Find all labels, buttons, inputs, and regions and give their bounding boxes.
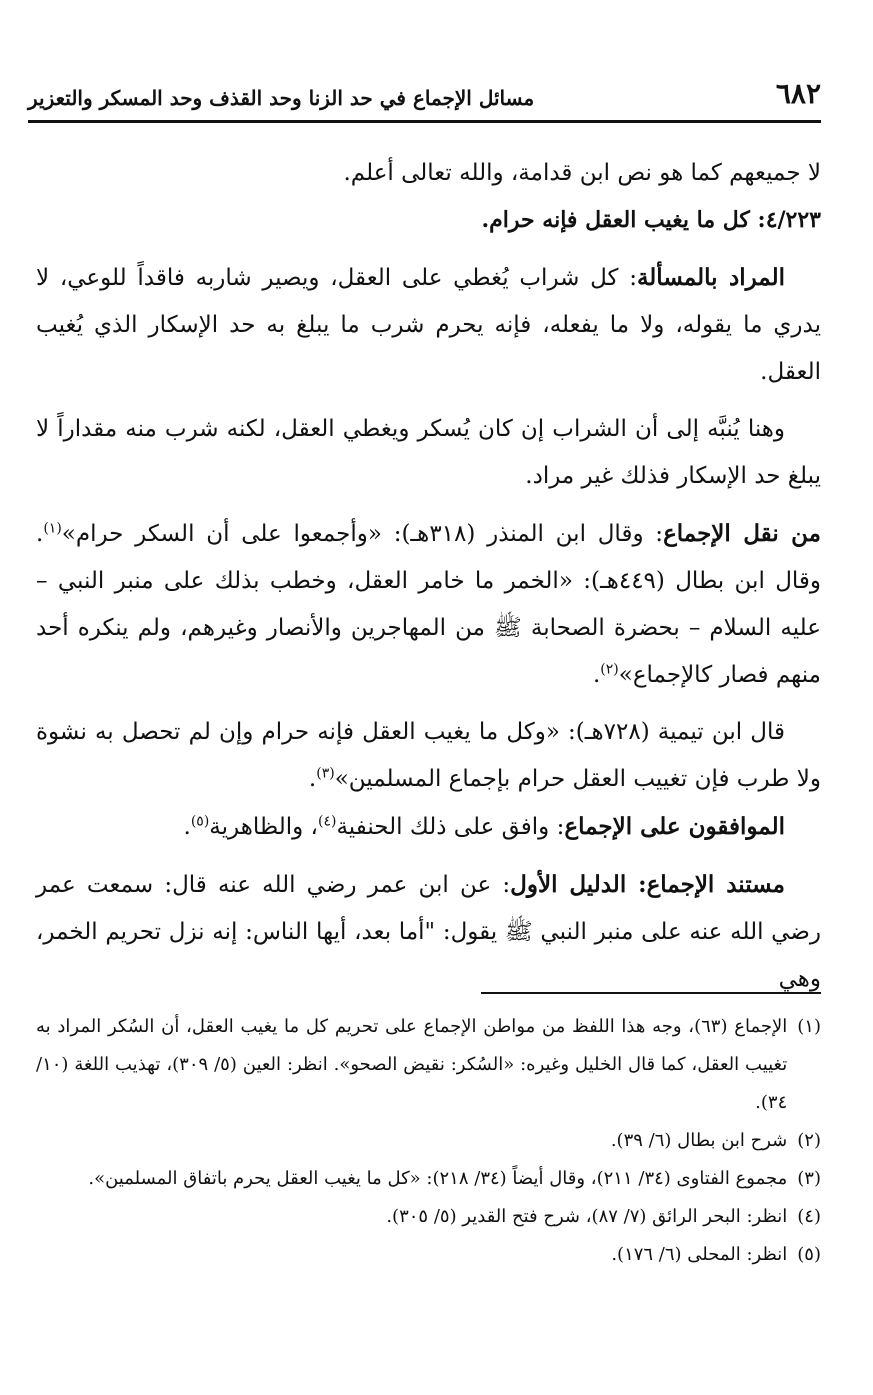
footnote-rule xyxy=(481,992,821,994)
footnote-ref-5: (٥) xyxy=(190,813,210,830)
paragraph-ibn-taymiyya: قال ابن تيمية (٧٢٨هـ): «وكل ما يغيب العقل فإنه حرام وإن لم تحصل به نشوة ولا طرب فإن تغييب العقل حرام بإجماع المسلمين»$^{(٣)}$. xyxy=(36,719,821,792)
page-header xyxy=(28,70,821,118)
paragraph-agreeing: الموافقون على الإجماع: وافق على ذلك الحنفية$^{(٤)}$، والظاهرية$^{(٥)}$. xyxy=(183,813,785,840)
footnote-text: شرح ابن بطال (٦/ ٣٩). xyxy=(610,1130,788,1151)
footnote-4 xyxy=(36,1198,821,1236)
label-evidence: مستند الإجماع: الدليل الأول xyxy=(510,871,785,898)
paragraph-note: وهنا يُنبَّه إلى أن الشراب إن كان يُسكر ويغطي العقل، لكنه شرب منه مقداراً لا يبلغ حد الإسكار فذلك غير مراد. xyxy=(36,416,821,489)
label-agreeing: الموافقون على الإجماع xyxy=(564,813,785,840)
label-meaning: المراد بالمسألة xyxy=(636,264,785,291)
footnote-1 xyxy=(36,1008,821,1122)
paragraph-evidence: مستند الإجماع: الدليل الأول: عن ابن عمر رضي الله عنه قال: سمعت عمر رضي الله عنه على منبر النبي ﷺ يقول: "أما بعد، أيها الناس: إنه نزل تحريم الخمر، وهي xyxy=(36,871,821,992)
footnote-text: انظر: المحلى (٦/ ١٧٦). xyxy=(611,1244,788,1265)
footnote-ref-4: (٤) xyxy=(317,813,337,830)
footnote-5 xyxy=(36,1236,821,1274)
paragraph-meaning: المراد بالمسألة: كل شراب يُغطي على العقل، ويصير شاربه فاقداً للوعي، لا يدري ما يقوله، ولا ما يفعله، فإنه يحرم شرب ما يبلغ به حد الإسكار الذي يُغيب العقل. xyxy=(36,264,821,385)
footnote-text: مجموع الفتاوى (٣٤/ ٢١١)، وقال أيضاً (٣٤/ ٢١٨): «كل ما يغيب العقل يحرم باتفاق المسلمين». xyxy=(88,1168,788,1189)
section-heading: ٤/٢٢٣: كل ما يغيب العقل فإنه حرام. xyxy=(481,207,821,233)
page-number: ٦٨٢ xyxy=(775,77,821,110)
running-title: مسائل الإجماع في حد الزنا وحد القذف وحد المسكر والتعزير xyxy=(28,86,535,110)
footnote-ref-3: (٣) xyxy=(316,765,335,782)
footnote-number: (٤) xyxy=(797,1206,821,1227)
footnote-text: انظر: البحر الرائق (٧/ ٨٧)، شرح فتح القدير (٥/ ٣٠٥). xyxy=(386,1206,788,1227)
footnote-2 xyxy=(36,1122,821,1160)
footnote-number: (٣) xyxy=(797,1168,821,1189)
footnote-number: (١) xyxy=(797,1016,821,1037)
header-rule xyxy=(28,120,821,123)
footnote-ref-2: (٢) xyxy=(600,661,619,678)
footnote-3 xyxy=(36,1160,821,1198)
paragraph-continuation: لا جميعهم كما هو نص ابن قدامة، والله تعالى أعلم. xyxy=(343,160,821,186)
footnotes xyxy=(36,1008,821,1274)
footnote-ref-1: (١) xyxy=(43,520,62,537)
footnote-number: (٢) xyxy=(797,1130,821,1151)
paragraph-transmission: من نقل الإجماع: وقال ابن المنذر (٣١٨هـ): «وأجمعوا على أن السكر حرام»$^{(١)}$. وقال ابن بطال (٤٤٩هـ): «الخمر ما خامر العقل، وخطب بذلك على منبر النبي – عليه السلام – بحضرة الصحابة ﷺ من المهاجرين والأنصار وغيرهم، ولم ينكره أحد منهم فصار كالإجماع»$^{(٢)}$. xyxy=(36,520,822,688)
footnote-text: الإجماع (٦٣)، وجه هذا اللفظ من مواطن الإجماع على تحريم كل ما يغيب العقل، أن السُكر المراد به تغييب العقل، كما قال الخليل وغيره: «السُكر: نقيض الصحو». انظر: العين (٥/ ٣٠٩)، تهذيب اللغة (١٠/ ٣٤). xyxy=(36,1016,788,1113)
footnote-number: (٥) xyxy=(797,1244,821,1265)
label-transmission: من نقل الإجماع xyxy=(663,520,821,547)
main-text xyxy=(36,150,821,1003)
